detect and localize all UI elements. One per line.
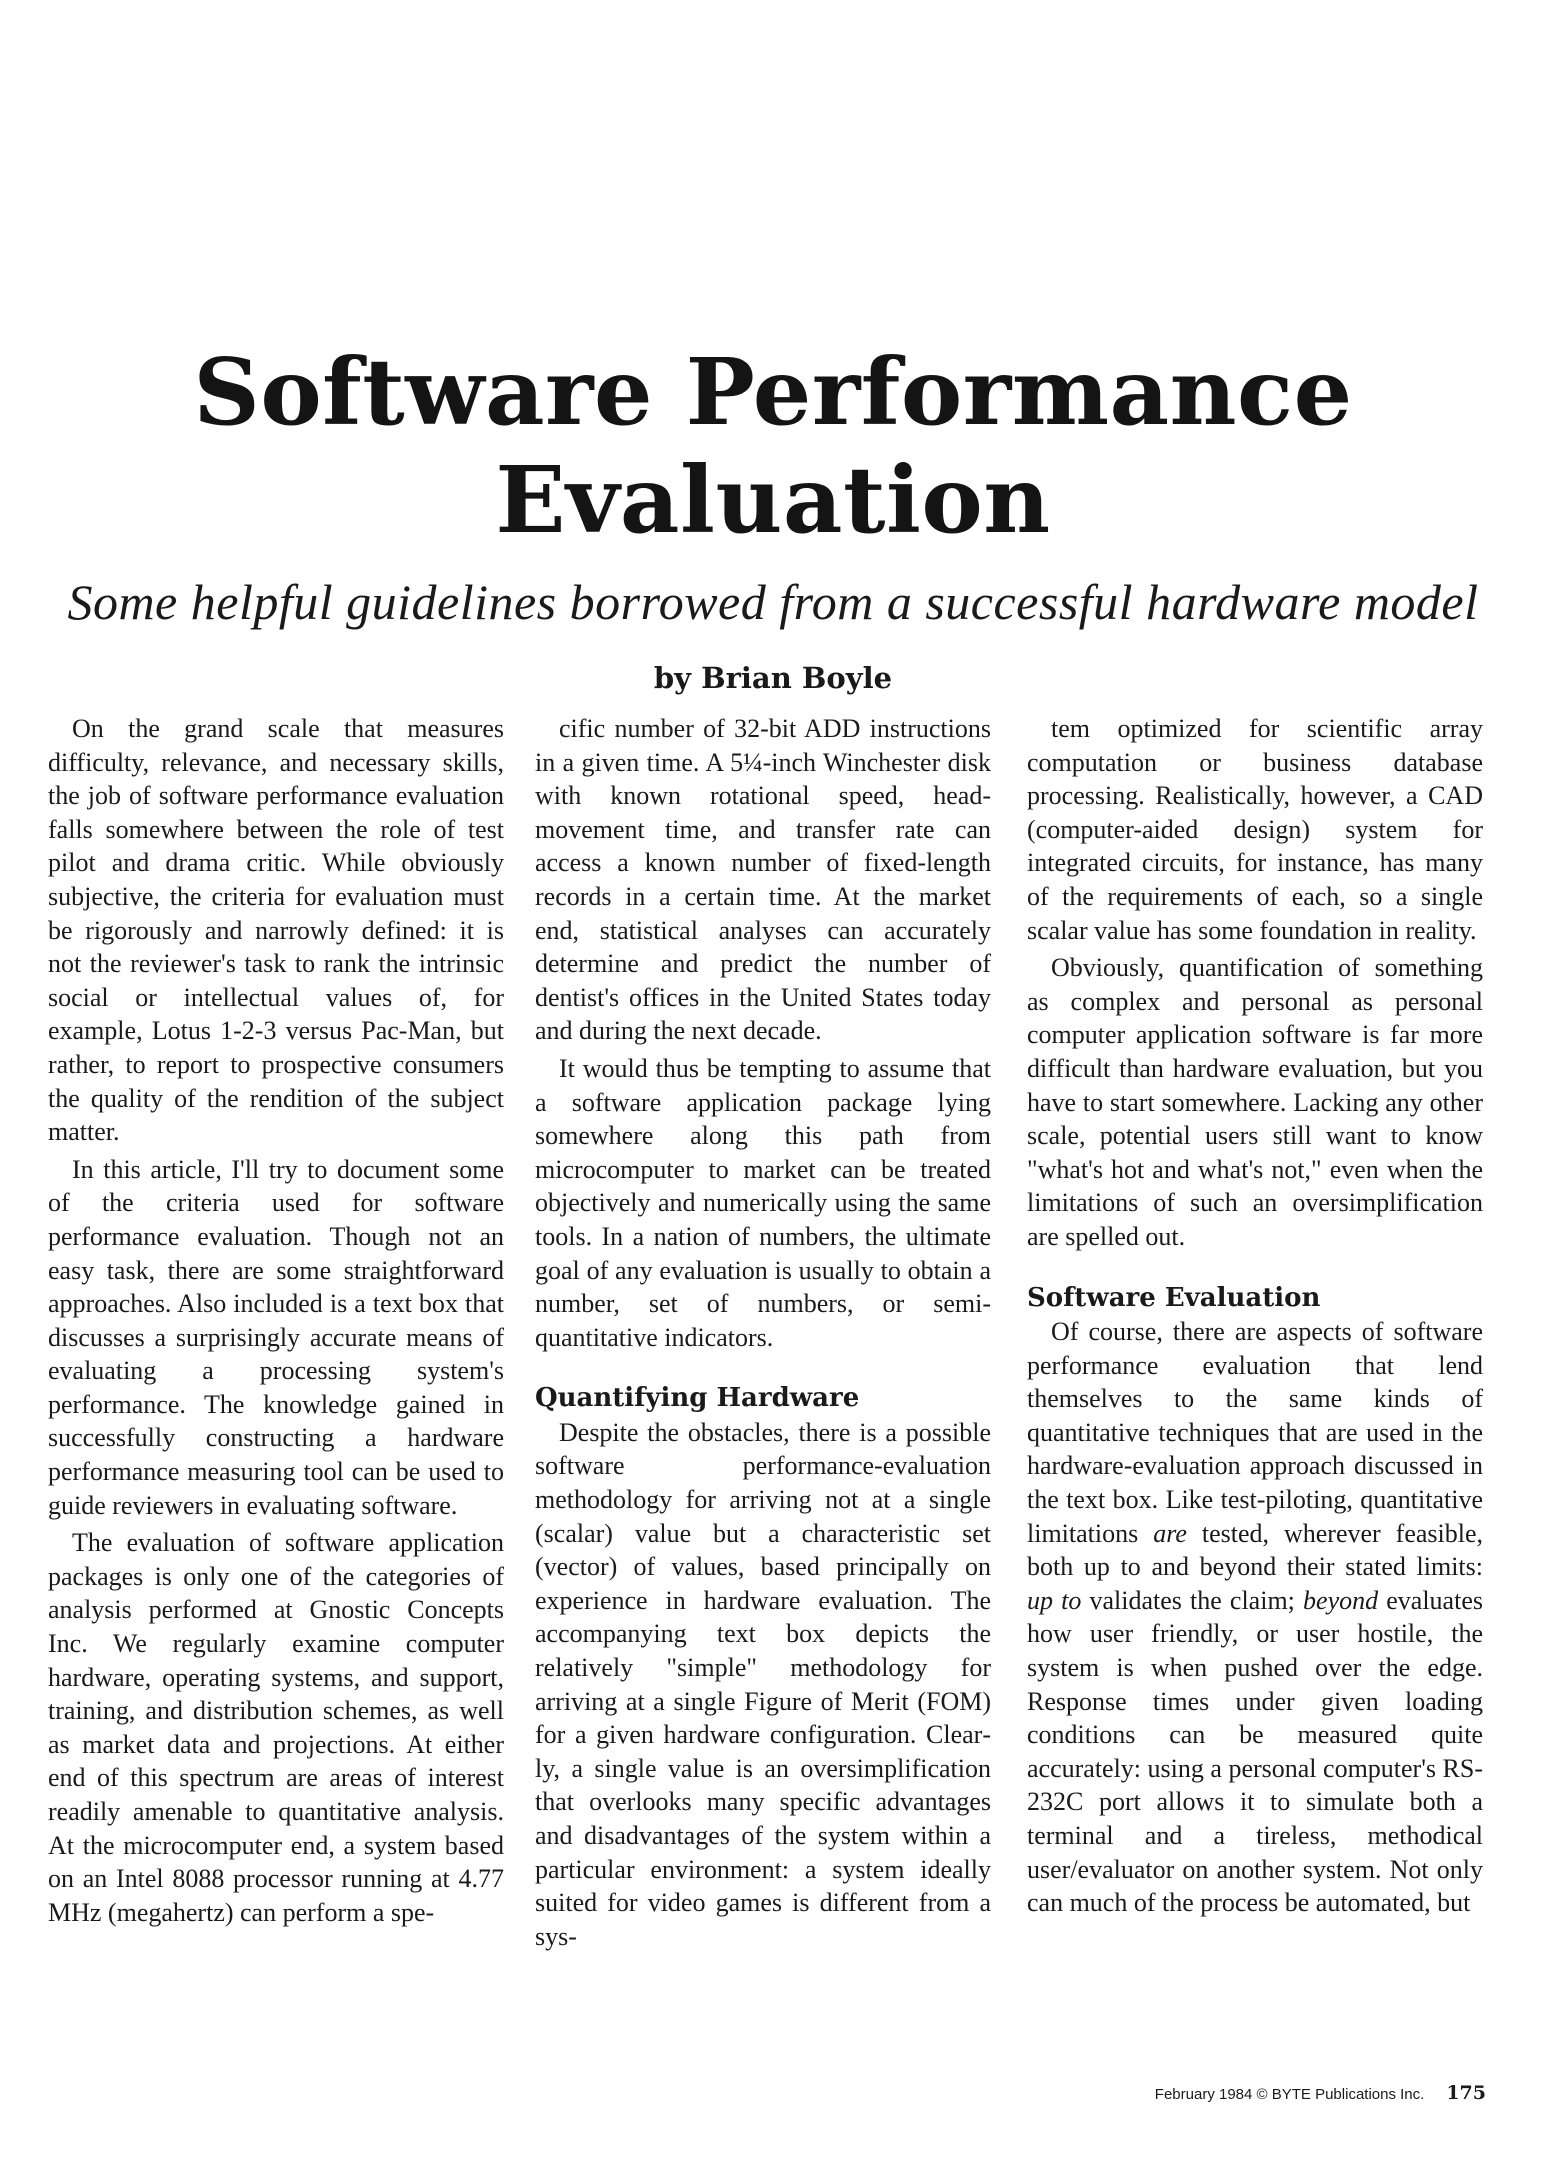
emphasis: up to [1027,1585,1082,1615]
page-footer [1000,2082,1486,2104]
section-heading-software-evaluation: Software Evaluation [1027,1282,1321,1313]
title-line-1: Software Performance [193,338,1353,446]
paragraph: In this article, I'll try to document some of the criteria used for software performance evaluation. Though not an easy task, there are some straightforward approaches. Also included is a text box that discusses a surprisingly accurate means of evaluating a processing system's performance. The knowledge gained in successfully constructing a hardware performance measuring tool can be used to guide reviewers in evaluating software. [48,1154,504,1520]
paragraph: The evaluation of software application packages is only one of the categories of analysis performed at Gnostic Concepts Inc. We regularly examine computer hardware, operating systems, and support, training, and distribution schemes, as well as market data and projections. At either end of this spectrum are areas of interest readily amenable to quantitative analysis. At the microcomputer end, a system based on an Intel 8088 processor running at 4.77 MHz (megahertz) can perform a spe- [48,1528,504,1927]
paragraph: It would thus be tempting to assume that a software application package lying somewhere along this path from microcomputer to market can be treated objectively and numerically using the same tools. In a nation of numbers, the ultimate goal of any evaluation is usually to obtain a number, set of numbers, or semiquantitative indicators. [535,1053,991,1352]
paragraph [1027,1315,1483,1920]
emphasis: beyond [1303,1585,1379,1615]
page-number: 175 [1446,2082,1486,2104]
paragraph: cific number of 32-bit ADD instructions in a given time. A 5¼-inch Winchester disk with known rotational speed, head-movement time, and transfer rate can access a known number of fixed-length records in a certain time. At the market end, statistical analyses can accurately determine and predict the number of dentist's offices in the United States today and during the next decade. [535,714,991,1046]
article-title [0,338,1546,554]
text-column-2 [535,712,991,1957]
paragraph: On the grand scale that measures difficulty, relevance, and necessary skills, the job of software performance evaluation falls somewhere between the role of test pilot and drama critic. While obviously subjective, the criteria for evaluation must be rigorously and narrowly defined: it is not the reviewer's task to rank the intrinsic social or intellectual values of, for example, Lotus 1-2-3 versus Pac-Man, but rather, to report to prospective consumers the quality of the rendition of the subject matter. [48,714,504,1147]
text-column-1 [48,712,504,1933]
article-byline: by Brian Boyle [653,661,893,695]
paragraph: Despite the obstacles, there is a possible software performance-evaluation methodology for arriving not at a single (scalar) value but a characteristic set (vector) of values, based principally on experience in hardware evaluation. The accompanying text box depicts the relatively "simple" methodology for arriving at a single Figure of Merit (FOM) for a given hardware configuration. Clearly, a single value is an oversimplification that overlooks many specific advantages and disadvantages of the system within a particular environment: a system ideally suited for video games is different from a sys- [535,1417,991,1951]
publication-credit: February 1984 © BYTE Publications Inc. [1154,2086,1425,2103]
text-run: evaluates how user friendly, or user hostile, the system is when pushed over the edge. Response times under given loading conditions can be measured quite accurately: using a personal computer's RS-232C port allows it to simulate both a terminal and a tireless, methodical user/evaluator on another system. Not only can much of the process be automated, but [1027,1585,1483,1918]
emphasis: are [1153,1518,1187,1548]
paragraph: Obviously, quantification of something as complex and personal as personal computer application software is far more difficult than hardware evaluation, but you have to start somewhere. Lacking any other scale, potential users still want to know "what's hot and what's not," even when the limitations of such an oversimplification are spelled out. [1027,953,1483,1251]
text-run: validates the claim; [1081,1585,1304,1615]
text-run: Of course, there are aspects of software performance evaluation that lend themselves to the same kinds of quantitative techniques that are used in the hardware-evaluation approach discussed in the text box. Like test-piloting, quantitative limitations [1027,1317,1483,1548]
text-run: tested, wherever feasible, both up to and beyond their stated limits: [1027,1518,1484,1582]
text-column-3 [1027,712,1483,1924]
paragraph: tem optimized for scientific array computation or business database processing. Realistically, however, a CAD (computer-aided design) system for integrated circuits, for instance, has many of the requirements of each, so a single scalar value has some foundation in reality. [1027,714,1483,945]
section-heading-quantifying-hardware: Quantifying Hardware [535,1383,860,1414]
article-subtitle: Some helpful guidelines borrowed from a successful hardware model [67,574,1479,630]
title-line-2: Evaluation [495,446,1051,554]
